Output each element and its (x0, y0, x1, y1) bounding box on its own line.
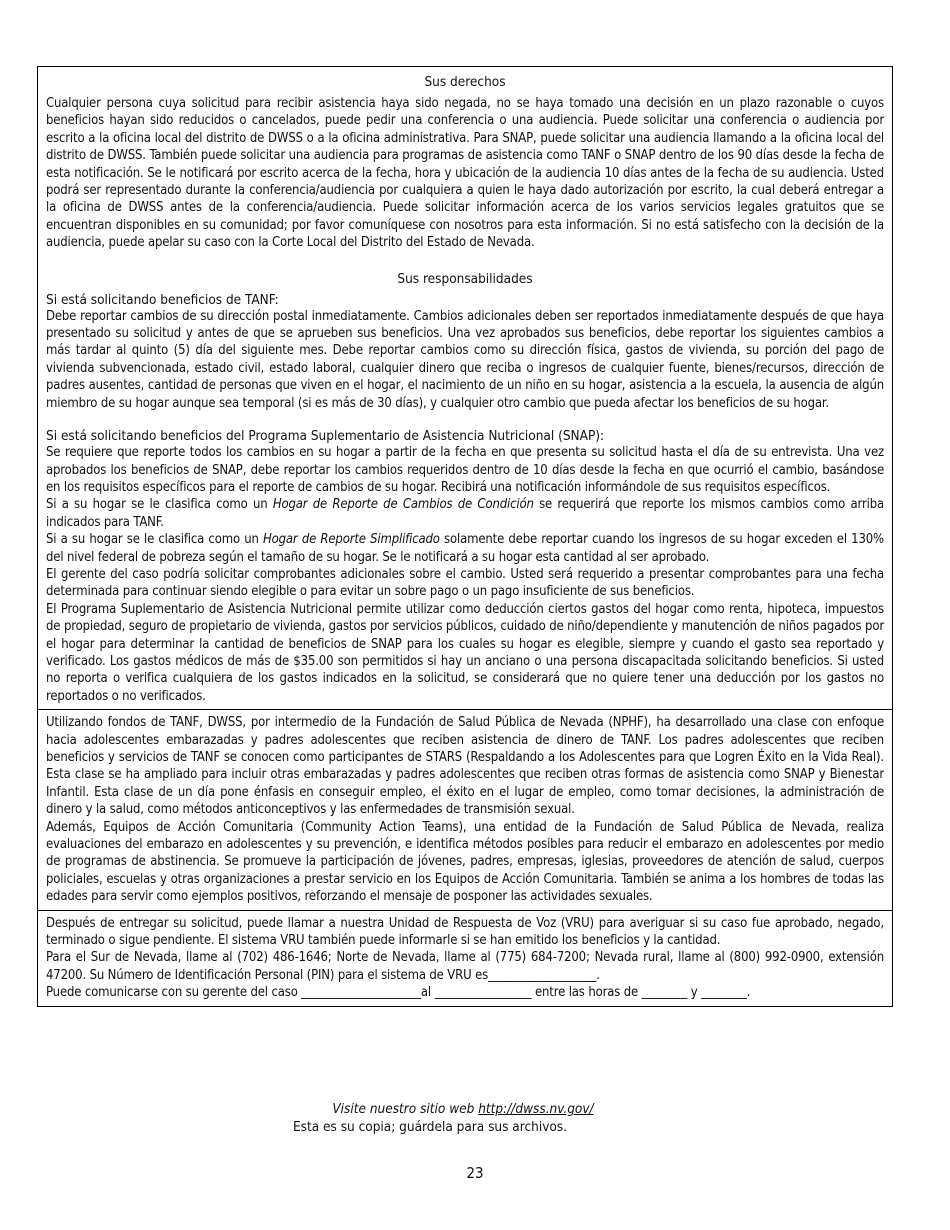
snap-heading: Si está solicitando beneficios del Programa Suplementario de Asistencia Nutricional (SNAP): (46, 428, 605, 445)
website-line (0, 1101, 938, 1117)
stars-paragraph-1: Utilizando fondos de TANF, DWSS, por intermedio de la Fundación de Salud Pública de Nevada (NPHF), ha desarrollado una clase con enfoque hacia adolescentes embarazadas y padres adolescentes que reciben asistencia de dinero de TANF. Los padres adolescentes que reciben beneficios y servicios de TANF se conocen como participantes de STARS (Respaldando a los Adolescentes para que Logren Éxito en la Vida Real). Esta clase se ha ampliado para incluir otras embarazadas y padres adolescentes que reciben otras formas de asistencia como SNAP y Bienestar Infantil. Esta clase de un día pone énfasis en conseguir empleo, el éxito en el lugar de empleo, como tomar decisiones, la administración de dinero y la salud, como métodos anticonceptivos y las enfermedades de transmisión sexual. (46, 715, 884, 818)
copy-note: Esta es su copia; guárdela para sus archivos. (293, 1119, 567, 1135)
snap-paragraph-4: El gerente del caso podría solicitar comprobantes adicionales sobre el cambio. Usted será requerido a presentar comprobantes para una fecha determinada para continuar siendo elegible o para evitar un sobre pago o un pago insuficiente de sus beneficios. (46, 566, 884, 600)
vru-paragraph-1: Después de entregar su solicitud, puede llamar a nuestra Unidad de Respuesta de Voz (VRU) para averiguar si su caso fue aprobado, negado, terminado o sigue pendiente. El sistema VRU también puede informarle si se han emitido los beneficios y la cantidad. (46, 915, 884, 949)
change-reporting-term: Hogar de Reporte de Cambios de Condición (272, 497, 534, 513)
rights-body: Cualquier persona cuya solicitud para recibir asistencia haya sido negada, no se haya tomado una decisión en un plazo razonable o cuyos beneficios hayan sido reducidos o cancelados, puede pedir una conferencia o una audiencia. Puede solicitar una conferencia o audiencia por escrito a la oficina local del distrito de DWSS o a la oficina administrativa. Para SNAP, puede solicitar una audiencia llamando a la oficina local del distrito de DWSS. También puede solicitar una audiencia para programas de asistencia como TANF o SNAP dentro de los 90 días desde la fecha de esta notificación. Se le notificará por escrito acerca de la fecha, hora y ubicación de la audiencia 10 días antes de la fecha de su audiencia. Usted podrá ser representado durante la conferencia/audiencia por cualquiera a quien le haya dado autorización por escrito, la cual deberá entregar a la oficina de DWSS antes de la conferencia/audiencia. Puede solicitar información acerca de los varios servicios legales gratuitos que se encuentran disponibles en su comunidad; por favor comuníquese con nosotros para esta información. Si no está satisfecho con la decisión de la audiencia, puede apelar su caso con la Corte Local del Distrito del Estado de Nevada. (46, 96, 884, 251)
tanf-body: Debe reportar cambios de su dirección postal inmediatamente. Cambios adicionales deben ser reportados inmediatamente después de que haya presentado su solicitud y antes de que se aprueben sus beneficios. Una vez aprobados sus beneficios, debe reportar los siguientes cambios a más tardar al quinto (5) día del siguiente mes. Debe reportar cambios como su dirección física, gastos de vivienda, su porción del pago de vivienda subvencionada, estado civil, estado laboral, cualquier dinero que reciba o ingresos de cualquier fuente, bienes/recursos, dirección de padres ausentes, cantidad de personas que viven en el hogar, el nacimiento de un niño en su hogar, asistencia a la escuela, la ausencia de algún miembro de su hogar aunque sea temporal (si es más de 30 días), y cualquier otro cambio que pueda afectar los beneficios de su hogar. (46, 308, 884, 411)
snap-paragraph-3: Si a su hogar se le clasifica como un Hogar de Reporte Simplificado solamente debe reportar cuando los ingresos de su hogar exceden el 130% del nivel federal de pobreza según el tamaño de su hogar. Se le notificará a su hogar esta cantidad al ser aprobado. (46, 532, 885, 565)
visit-text: Visite nuestro sitio web (332, 1101, 479, 1117)
snap-paragraph-5: El Programa Suplementario de Asistencia Nutricional permite utilizar como deducción ciertos gastos del hogar como renta, hipoteca, impuestos de propiedad, seguro de propietario de vivienda, gastos por servicios públicos, cuidado de niño/dependiente y manutención de niños pagados por el hogar para determinar la cantidad de beneficios de SNAP para los cuales su hogar es elegible, siempre y cuando el gasto sea reportado y verificado. Los gastos médicos de más de $35.00 son permitidos si hay un anciano o una persona discapacitada solicitando beneficios. Si usted no reporta o verifica cualquiera de los gastos indicados en la solicitud, se considerará que no quiere tener una deducción por los gastos no reportados o no verificados. (46, 601, 884, 704)
rights-section (37, 66, 893, 710)
notice-page (37, 66, 893, 1007)
snap-paragraph-1: Se requiere que reporte todos los cambios en su hogar a partir de la fecha en que presenta su solicitud hasta el día de su entrevista. Una vez aprobados los beneficios de SNAP, debe reportar los cambios requeridos dentro de 10 días desde la fecha en que ocurrió el cambio, basándose en los requisitos específicos para el reporte de cambios de su hogar. Recibirá una notificación informándole de sus requisitos específicos. (46, 445, 884, 495)
stars-paragraph-2: Además, Equipos de Acción Comunitaria (Community Action Teams), una entidad de la Fundación de Salud Pública de Nevada, realiza evaluaciones del embarazo en adolescentes y su prevención, e identifica métodos posibles para reducir el embarazo en adolescentes por medio de programas de abstinencia. Se promueve la participación de jóvenes, padres, empresas, iglesias, proveedores de atención de salud, cuerpos policiales, escuelas y otras organizaciones a prestar servicio en los Equipos de Acción Comunitaria. También se anima a los hombres de todas las edades para servir como ejemplos positivos, reforzando el mensaje de posponer las actividades sexuales. (46, 819, 884, 905)
vru-paragraph-3: Puede comunicarse con su gerente del caso _____________________al _________________ entre las horas de ________ y ________. (46, 985, 751, 1001)
vru-section (37, 911, 893, 1007)
stars-section (37, 710, 893, 910)
page-number: 23 (466, 1164, 484, 1182)
responsibilities-title: Sus responsabilidades (397, 270, 533, 287)
rights-title: Sus derechos (424, 74, 506, 90)
website-link[interactable]: http://dwss.nv.gov/ (478, 1101, 594, 1117)
vru-paragraph-2: Para el Sur de Nevada, llame al (702) 486-1646; Norte de Nevada, llame al (775) 684-7200; Nevada rural, llame al (800) 992-0900, extensión 47200. Su Número de Identificación Personal (PIN) para el sistema de VRU es___________________. (46, 950, 884, 983)
snap-paragraph-2: Si a su hogar se le clasifica como un Hogar de Reporte de Cambios de Condición se requerirá que reporte los mismos cambios como arriba indicados para TANF. (46, 497, 885, 530)
tanf-heading: Si está solicitando beneficios de TANF: (46, 291, 279, 308)
simplified-reporting-term: Hogar de Reporte Simplificado (262, 532, 440, 548)
